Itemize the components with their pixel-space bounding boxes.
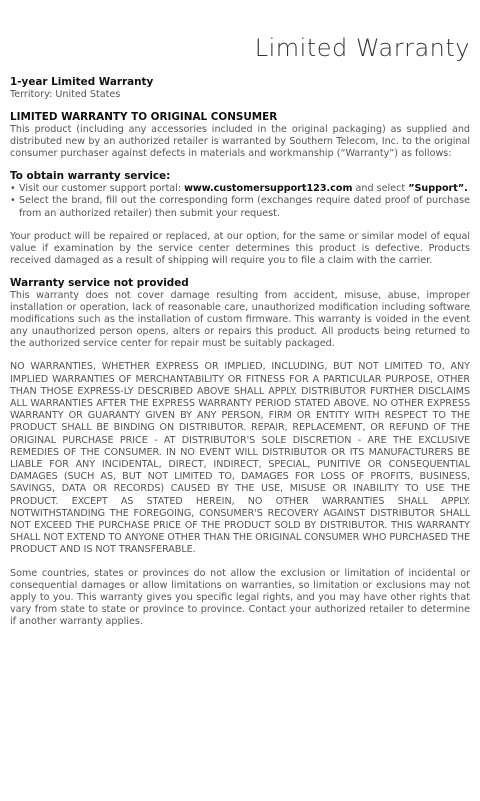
original-consumer-body: This product (including any accessories included in the original packaging) as supplied and distributed new by an authorized retailer is warranted by Southern Telecom, Inc. to the original consumer purchaser against defects in materials and workmanship (“Warranty”) as follows: bbox=[10, 124, 470, 160]
step-form-text: Select the brand, fill out the corresponding form (exchanges require dated proof of purchase from an authorized retailer) then submit your request. bbox=[19, 195, 470, 219]
territory-text: Territory: United States bbox=[10, 89, 121, 100]
support-option-label: ”Support”. bbox=[408, 183, 468, 195]
not-provided-section bbox=[10, 277, 470, 350]
service-step-submit-form bbox=[10, 195, 470, 219]
service-steps-list bbox=[10, 183, 470, 219]
step-select-text: and select bbox=[355, 183, 406, 195]
not-provided-body: This warranty does not cover damage resulting from accident, misuse, abuse, improper installation or operation, lack of reasonable care, unauthorized modification including software modifications such as the installation of custom firmware. This warranty is voided in the event any unauthorized person opens, alters or repairs this product. All products being returned to the authorized service center for repair must be suitably packaged. bbox=[10, 289, 470, 350]
page-title: Limited Warranty bbox=[254, 34, 470, 62]
warranty-page bbox=[10, 0, 470, 801]
service-step-visit-portal bbox=[10, 183, 470, 195]
bullet-icon: • bbox=[10, 195, 16, 207]
warranty-content bbox=[10, 76, 470, 628]
obtain-service-heading: To obtain warranty service: bbox=[10, 170, 171, 183]
bullet-icon: • bbox=[10, 183, 16, 195]
step-visit-text: Visit our customer support portal: bbox=[19, 183, 181, 195]
repair-policy-text: Your product will be repaired or replaced, at our option, for the same or similar model of equal value if examination by the service center determines this product is defective. Products received damaged as a result of shipping will require you to file a claim with the carrier. bbox=[10, 230, 470, 266]
not-provided-heading: Warranty service not provided bbox=[10, 276, 189, 289]
support-portal-link[interactable]: www.customersupport123.com bbox=[184, 183, 353, 195]
obtain-service-section bbox=[10, 170, 470, 267]
state-rights-text: Some countries, states or provinces do not allow the exclusion or limitation of incidental or consequential damages or allow limitations on warranties, so limitation or exclusions may not apply to you. This warranty gives you specific legal rights, and you may have other rights that vary from state to state or province to province. Contact your authorized retailer to determine if another warranty applies. bbox=[10, 567, 470, 628]
original-consumer-section bbox=[10, 111, 470, 160]
warranty-disclaimer: NO WARRANTIES, WHETHER EXPRESS OR IMPLIED, INCLUDING, BUT NOT LIMITED TO, ANY IMPLIED WARRANTIES OF MERCHANTABILITY OR FITNESS FOR A PARTICULAR PURPOSE, OTHER THAN THOSE EXPRESS-LY DESCRIBED ABOVE SHALL APPLY. DISTRIBUTOR FURTHER DISCLAIMS ALL WARRANTIES AFTER THE EXPRESS WARRANTY PERIOD STATED ABOVE. NO OTHER EXPRESS WARRANTY OR GUARANTY GIVEN BY ANY PERSON, FIRM OR ENTITY WITH RESPECT TO THE PRODUCT SHALL BE BINDING ON DISTRIBUTOR. REPAIR, REPLACEMENT, OR REFUND OF THE ORIGINAL PURCHASE PRICE - AT DISTRIBUTOR'S SOLE DISCRETION - ARE THE EXCLUSIVE REMEDIES OF THE CONSUMER. IN NO EVENT WILL DISTRIBUTOR OR ITS MANUFACTURERS BE LIABLE FOR ANY INCIDENTAL, DIRECT, INDIRECT, SPECIAL, PUNITIVE OR CONSEQUENTIAL DAMAGES (SUCH AS, BUT NOT LIMITED TO, DAMAGES FOR LOSS OF PROFITS, BUSINESS, SAVINGS, DATA OR RECORDS) CAUSED BY THE USE, MISUSE OR INABILITY TO USE THE PRODUCT. EXCEPT AS STATED HEREIN, NO OTHER WARRANTIES SHALL APPLY. NOTWITHSTANDING THE FOREGOING, CONSUMER'S RECOVERY AGAINST DISTRIBUTOR SHALL NOT EXCEED THE PURCHASE PRICE OF THE PRODUCT SOLD BY DISTRIBUTOR. THIS WARRANTY SHALL NOT EXTEND TO ANYONE OTHER THAN THE ORIGINAL CONSUMER WHO PURCHASED THE PRODUCT AND IS NOT TRANSFERABLE. bbox=[10, 361, 470, 556]
original-consumer-heading: LIMITED WARRANTY TO ORIGINAL CONSUMER bbox=[10, 111, 278, 124]
warranty-term-heading: 1-year Limited Warranty bbox=[10, 76, 154, 88]
warranty-summary bbox=[10, 76, 470, 101]
